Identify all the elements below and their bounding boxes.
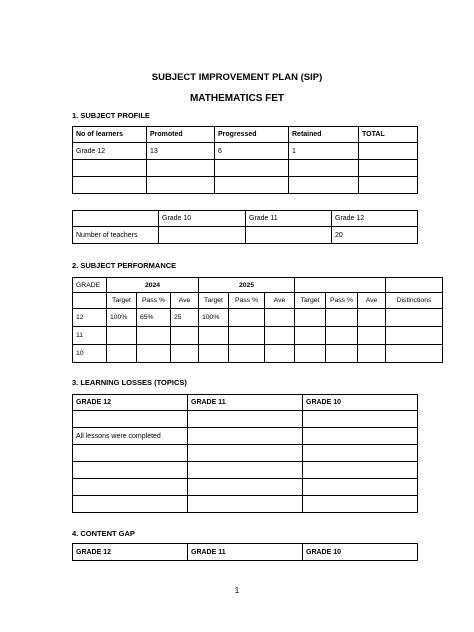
teachers-grade-12: 20 [332,227,418,244]
subheader-pass-percent: Pass % [137,293,171,309]
header-total: TOTAL [359,127,418,143]
cell-2024-target: 100% [107,309,137,327]
cell-2024-average: 25 [171,309,199,327]
subheader-target: Target [107,293,137,309]
header-retained: Retained [289,127,359,143]
teachers-corner-cell [73,211,159,227]
teachers-grade-11 [246,227,332,244]
row-grade-10: 10 [73,345,107,363]
header-grade-10: GRADE 10 [303,544,418,561]
document-subtitle: MATHEMATICS FET [189,93,285,104]
table-row [73,327,443,345]
header-no-of-learners: No of learners [73,127,147,143]
subheader-average: Ave [171,293,199,309]
header-grade-12: GRADE 12 [73,395,188,411]
teachers-grade-10 [159,227,246,244]
cell-retained: 1 [289,143,359,160]
subject-profile-table [72,126,418,194]
content-gap-table [72,543,418,561]
header-grade-11: GRADE 11 [188,395,303,411]
header-grade-11: Grade 11 [246,211,332,227]
header-promoted: Promoted [147,127,215,143]
header-year-2024: 2024 [107,278,199,293]
subheader-target: Target [199,293,229,309]
section-heading-subject-profile: 1. SUBJECT PROFILE [72,111,150,120]
cell-lessons-completed-note: All lessons were completed [73,428,188,445]
header-grade-11: GRADE 11 [188,544,303,561]
table-row [73,445,418,462]
header-progressed: Progressed [215,127,289,143]
document-title: SUBJECT IMPROVEMENT PLAN (SIP) [151,72,323,83]
subheader-pass-percent: Pass % [326,293,358,309]
cell-total [359,143,418,160]
subheader-distinctions: Distinctions [386,293,443,309]
table-row [73,177,418,194]
subheader-target: Target [295,293,326,309]
header-grade-10: GRADE 10 [303,395,418,411]
table-row [73,345,443,363]
page-number: 1 [234,586,240,595]
learning-losses-table [72,394,418,513]
table-row [73,309,443,327]
subheader-pass-percent: Pass % [229,293,265,309]
cell-2025-target: 100% [199,309,229,327]
table-row [73,496,418,513]
header-grade-10: Grade 10 [159,211,246,227]
header-year-2025: 2025 [199,278,295,293]
table-row [73,462,418,479]
header-grade-12: Grade 12 [332,211,418,227]
cell-progressed: 6 [215,143,289,160]
table-row [73,428,418,445]
row-label-number-of-teachers: Number of teachers [73,227,159,244]
header-grade: GRADE [73,278,107,293]
row-grade-12: 12 [73,309,107,327]
row-grade-11: 11 [73,327,107,345]
teachers-table [72,210,418,244]
cell-2024-pass: 65% [137,309,171,327]
section-heading-subject-performance: 2. SUBJECT PERFORMANCE [72,261,177,270]
cell-promoted: 13 [147,143,215,160]
table-row [73,411,418,428]
section-heading-learning-losses: 3. LEARNING LOSSES (TOPICS) [72,378,187,387]
subheader-average: Ave [265,293,295,309]
subject-performance-table [72,277,443,363]
table-row [73,479,418,496]
cell-grade-label: Grade 12 [73,143,147,160]
header-grade-12: GRADE 12 [73,544,188,561]
table-row [73,160,418,177]
subheader-average: Ave [358,293,386,309]
section-heading-content-gap: 4. CONTENT GAP [72,529,135,538]
